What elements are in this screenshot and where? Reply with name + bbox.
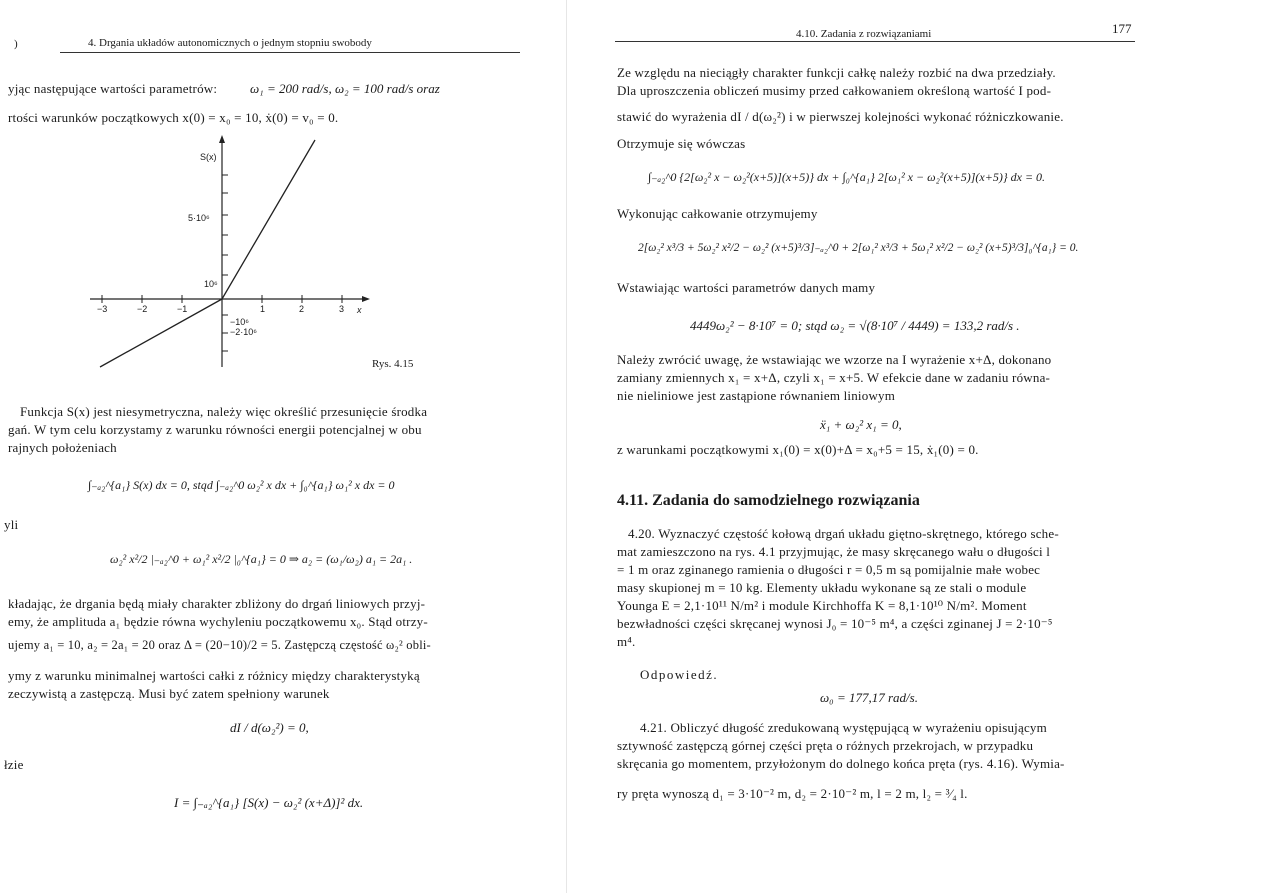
characteristic-right bbox=[222, 140, 315, 299]
x-tick-1: 1 bbox=[260, 304, 266, 314]
p3: Wstawiając wartości parametrów danych mamy bbox=[617, 280, 876, 295]
p1-line-2: Dla uproszczenia obliczeń musimy przed całkowaniem określoną wartość I pod- bbox=[617, 83, 1052, 98]
para1-line-3: rajnych położeniach bbox=[8, 440, 117, 455]
header-mark: ) bbox=[14, 38, 18, 50]
p2: Wykonując całkowanie otrzymujemy bbox=[617, 206, 818, 221]
p4-line-2: zamiany zmiennych x₁ = x+Δ, czyli x₁ = x+5. W efekcie dane w zadaniu równa- bbox=[617, 370, 1051, 385]
answer-value: ω₀ = 177,17 rad/s. bbox=[820, 690, 918, 705]
x-tick-neg2: −2 bbox=[137, 304, 148, 314]
characteristic-left bbox=[100, 299, 222, 367]
para2-line-3: ujemy a₁ = 10, a₂ = 2a₁ = 20 oraz Δ = (20−10)/2 = 5. Zastępczą częstość ω₂² obli- bbox=[8, 638, 431, 652]
p7-line-4: ry pręta wynoszą d₁ = 3·10⁻² m, d₂ = 2·10⁻² m, l = 2 m, l₂ = ³⁄₄ l. bbox=[617, 786, 968, 801]
p6-line-3: = 1 m oraz zginanego ramienia o długości r = 0,5 m są pomijalnie małe wobec bbox=[617, 562, 1041, 577]
right-header-rule bbox=[615, 41, 1135, 42]
left-header-rule bbox=[60, 52, 520, 53]
left-running-header: 4. Drgania układów autonomicznych o jednym stopniu swobody bbox=[88, 37, 372, 49]
p7-line-2: sztywność zastępczą górnej części pręta o różnych przekrojach, w przypadku bbox=[617, 738, 1034, 753]
figure-caption: Rys. 4.15 bbox=[372, 358, 414, 370]
p6-line-2: mat zamieszczono na rys. 4.1 przyjmując, że masy skręcanego wału o długości l bbox=[617, 544, 1051, 559]
p4-line-3: nie nieliniowe jest zastąpione równaniem liniowym bbox=[617, 388, 896, 403]
x-tick-neg3: −3 bbox=[97, 304, 108, 314]
y-tick-1e6: 10⁶ bbox=[204, 279, 218, 289]
para2-line-2: emy, że amplituda a₁ będzie równa wychyleniu początkowemu x₀. Stąd otrzy- bbox=[8, 614, 428, 629]
dzie-fragment: łzie bbox=[4, 757, 24, 772]
y-tick-marks bbox=[222, 175, 228, 351]
p6-line-6: bezwładności części skręcanej wynosi J₀ = 10⁻⁵ m⁴, a części zginanej J = 2·10⁻⁵ bbox=[617, 616, 1053, 631]
y-tick-5e6: 5·10⁶ bbox=[188, 213, 210, 223]
p6-line-5: Younga E = 2,1·10¹¹ N/m² i module Kirchhoffa K = 8,1·10¹⁰ N/m². Moment bbox=[617, 598, 1027, 613]
y-axis-label: S(x) bbox=[200, 152, 217, 162]
p7-line-3: skręcania go momentem, przyłożonym do dolnego końca pręta (rys. 4.16). Wymia- bbox=[617, 756, 1065, 771]
equation-5: ∫₋ₐ₂^0 {2[ω₂² x − ω₂²(x+5)](x+5)} dx + ∫₀^{a₁} 2[ω₁² x − ω₂²(x+5)](x+5)} dx = 0. bbox=[648, 170, 1046, 184]
answer-label: Odpowiedź. bbox=[640, 667, 719, 682]
equation-8: ẍ₁ + ω₂² x₁ = 0, bbox=[820, 417, 902, 432]
p6-line-4: masy skupionej m = 10 kg. Elementy układu wykonane są ze stali o module bbox=[617, 580, 1027, 595]
x-tick-neg1: −1 bbox=[177, 304, 188, 314]
y-axis-arrow bbox=[219, 135, 225, 143]
figure-4-15 bbox=[80, 135, 440, 375]
p7-line-1: 4.21. Obliczyć długość zredukowaną występującą w wyrażeniu opisującym bbox=[640, 720, 1047, 735]
section-title: 4.11. Zadania do samodzielnego rozwiązania bbox=[617, 492, 920, 509]
equation-7: 4449ω₂² − 8·10⁷ = 0; stąd ω₂ = √(8·10⁷ / 4449) = 133,2 rad/s . bbox=[690, 318, 1020, 333]
x-tick-3: 3 bbox=[339, 304, 345, 314]
y-tick-neg-2e6: −2·10⁶ bbox=[230, 327, 257, 337]
page-number: 177 bbox=[1112, 21, 1132, 36]
para2-line-4: ymy z warunku minimalnej wartości całki z różnicy między charakterystyką bbox=[8, 668, 420, 683]
left-line-3: rtości warunków początkowych x(0) = x₀ = 10, ẋ(0) = v₀ = 0. bbox=[8, 110, 339, 125]
p5: z warunkami początkowymi x₁(0) = x(0)+Δ = x₀+5 = 15, ẋ₁(0) = 0. bbox=[617, 442, 979, 457]
equation-1: ∫₋ₐ₂^{a₁} S(x) dx = 0, stąd ∫₋ₐ₂^0 ω₂² x dx + ∫₀^{a₁} ω₁² x dx = 0 bbox=[88, 478, 395, 492]
x-axis-arrow bbox=[362, 296, 370, 302]
equation-2: ω₂² x²/2 |₋ₐ₂^0 + ω₁² x²/2 |₀^{a₁} = 0 ⇒ a₂ = (ω₁/ω₂) a₁ = 2a₁ . bbox=[110, 552, 413, 566]
equation-3: dI / d(ω₂²) = 0, bbox=[230, 720, 309, 735]
x-axis-label: x bbox=[357, 305, 362, 315]
yli-fragment: yli bbox=[4, 517, 19, 532]
y-tick-neg-1e6: −10⁶ bbox=[230, 317, 249, 327]
right-running-header: 4.10. Zadania z rozwiązaniami bbox=[796, 28, 932, 40]
equation-4: I = ∫₋ₐ₂^{a₁} [S(x) − ω₂² (x+Δ)]² dx. bbox=[174, 795, 364, 810]
left-line-1: yjąc następujące wartości parametrów: bbox=[8, 81, 218, 96]
para2-line-5: zeczywistą a zastępczą. Musi być zatem spełniony warunek bbox=[8, 686, 330, 701]
p1-line-3: stawić do wyrażenia dI / d(ω₂²) i w pierwszej kolejności wykonać różniczkowanie. bbox=[617, 109, 1064, 124]
p4-line-1: Należy zwrócić uwagę, że wstawiając we wzorze na I wyrażenie x+Δ, dokonano bbox=[617, 352, 1052, 367]
x-tick-2: 2 bbox=[299, 304, 305, 314]
p6-line-7: m⁴. bbox=[617, 634, 636, 649]
p1-line-1: Ze względu na nieciągły charakter funkcji całkę należy rozbić na dwa przedziały. bbox=[617, 65, 1056, 80]
page-gutter bbox=[566, 0, 567, 893]
equation-6: 2[ω₂² x³/3 + 5ω₂² x²/2 − ω₂² (x+5)³/3]₋ₐ₂^0 + 2[ω₁² x³/3 + 5ω₁² x²/2 − ω₂² (x+5)³/3]₀^{a₁} = 0. bbox=[638, 242, 1079, 254]
p1-line-4: Otrzymuje się wówczas bbox=[617, 136, 746, 151]
para1-line-2: gań. W tym celu korzystamy z warunku równości energii potencjalnej w obu bbox=[8, 422, 422, 437]
para2-line-1: kładając, że drgania będą miały charakter zbliżony do drgań liniowych przyj- bbox=[8, 596, 426, 611]
p6-line-1: 4.20. Wyznaczyć częstość kołową drgań układu giętno-skrętnego, którego sche- bbox=[628, 526, 1059, 541]
left-line-2: ω₁ = 200 rad/s, ω₂ = 100 rad/s oraz bbox=[250, 81, 440, 96]
para1-line-1: Funkcja S(x) jest niesymetryczna, należy więc określić przesunięcie środka bbox=[20, 404, 428, 419]
